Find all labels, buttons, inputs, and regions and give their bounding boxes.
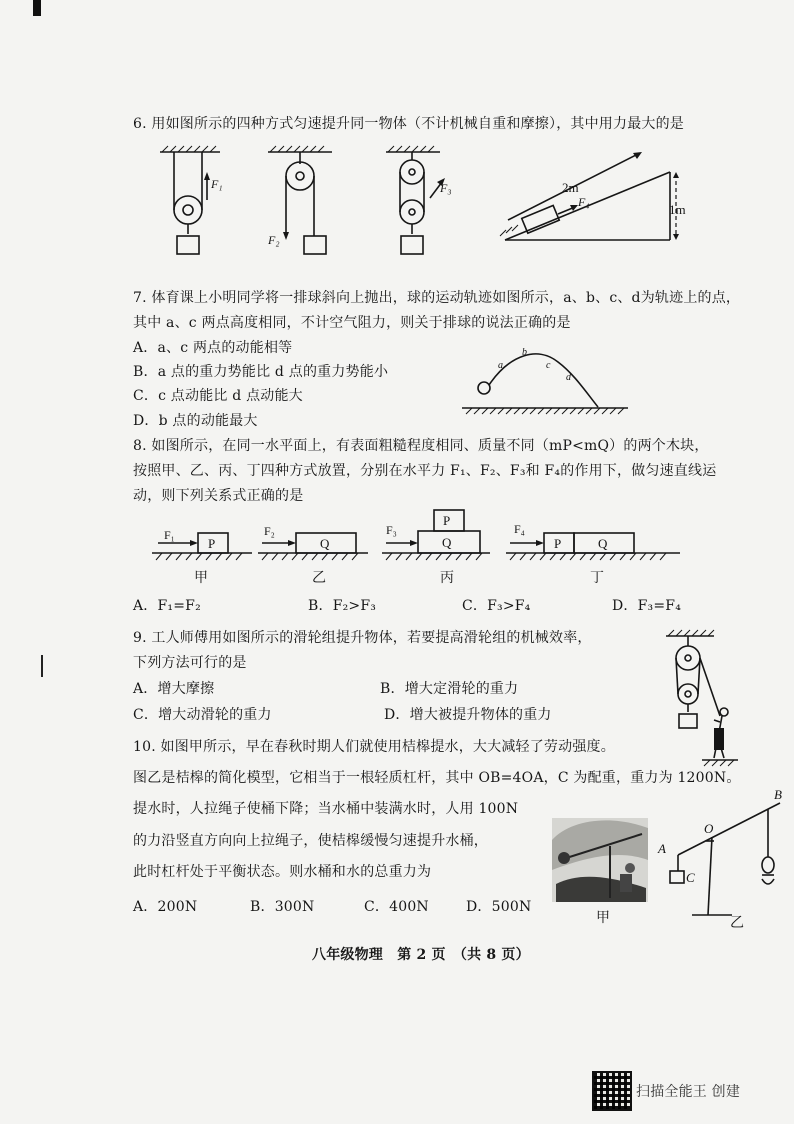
q10-line5: 此时杠杆处于平衡状态。则水桶和水的总重力为 (133, 864, 432, 880)
svg-text:F₃: F₃ (440, 181, 452, 195)
svg-text:B: B (774, 787, 782, 802)
q9-option-c: C．增大动滑轮的重力 (133, 707, 272, 723)
q9-stem-line1: 9. 工人师傅用如图所示的滑轮组提升物体，若要提高滑轮组的机械效率， (133, 630, 592, 646)
q8-case-bing (382, 510, 490, 586)
q8-option-c: C．F₃>F₄ (462, 598, 531, 614)
svg-text:丁: 丁 (590, 571, 604, 586)
q10-option-b: B．300N (250, 899, 315, 915)
q10-yi-lever-figure (652, 785, 792, 930)
svg-text:P: P (208, 536, 216, 551)
svg-text:甲: 甲 (596, 911, 610, 926)
svg-text:a: a (498, 360, 503, 371)
svg-text:C: C (686, 870, 695, 885)
q6-fixed-pulley (267, 146, 332, 254)
svg-text:F₄: F₄ (514, 522, 525, 536)
svg-text:乙: 乙 (730, 916, 744, 931)
q9-stem-line2: 下列方法可行的是 (133, 655, 247, 671)
q6-incline (500, 152, 686, 240)
scan-edge-mark (33, 0, 41, 16)
q7-option-b: B．a 点的重力势能比 d 点的重力势能小 (133, 364, 389, 380)
watermark-text: 扫描全能王 创建 (636, 1084, 741, 1100)
svg-text:P: P (554, 536, 562, 551)
q8-case-ding (506, 522, 680, 586)
svg-text:丙: 丙 (440, 571, 454, 586)
svg-text:F₂: F₂ (264, 524, 275, 538)
svg-text:甲: 甲 (194, 571, 208, 586)
svg-text:P: P (443, 513, 451, 528)
svg-text:F₁: F₁ (211, 177, 223, 191)
q8-option-d: D．F₃=F₄ (612, 598, 682, 614)
svg-text:乙: 乙 (312, 571, 326, 586)
q8-blocks-figure (150, 505, 690, 590)
q6-pulley-block (386, 146, 452, 254)
svg-text:F₄: F₄ (578, 195, 590, 209)
svg-text:O: O (704, 821, 714, 836)
q7-trajectory-figure (460, 340, 630, 420)
q10-line4: 的力沿竖直方向向上拉绳子，使桔槔缓慢匀速提升水桶， (133, 833, 488, 849)
q8-stem-line2: 按照甲、乙、丙、丁四种方式放置，分别在水平力 F₁、F₂、F₃和 F₄的作用下，做匀速直线运 (133, 463, 717, 479)
q9-option-b: B．增大定滑轮的重力 (380, 681, 519, 697)
q9-option-a: A．增大摩擦 (133, 681, 215, 697)
q10-jia-photo (550, 810, 650, 925)
q7-option-c: C．c 点动能比 d 点动能大 (133, 388, 303, 404)
svg-text:d: d (566, 372, 571, 383)
svg-text:b: b (522, 347, 527, 358)
q10-option-a: A．200N (133, 899, 198, 915)
q7-option-a: A．a、c 两点的动能相等 (133, 340, 293, 356)
svg-text:1m: 1m (669, 202, 686, 217)
q6-figure (150, 140, 710, 260)
svg-text:Q: Q (598, 536, 608, 551)
q8-stem-line1: 8. 如图所示，在同一水平面上，有表面粗糙程度相同、质量不同（mP<mQ）的两个木块， (133, 438, 709, 454)
q7-option-d: D．b 点的动能最大 (133, 413, 258, 429)
svg-text:2m: 2m (562, 180, 579, 195)
qr-code-icon (594, 1073, 630, 1109)
q10-option-d: D．500N (466, 899, 532, 915)
q8-case-yi (258, 524, 368, 586)
svg-text:Q: Q (320, 536, 330, 551)
svg-text:F₂: F₂ (268, 233, 280, 247)
q8-option-a: A．F₁=F₂ (133, 598, 201, 614)
svg-text:Q: Q (442, 535, 452, 550)
q9-pulley-worker-figure (662, 628, 742, 768)
q10-line2: 图乙是桔槔的简化模型，它相当于一根轻质杠杆，其中 OB=4OA，C 为配重，重力为 1200N。 (133, 770, 741, 786)
svg-text:A: A (658, 841, 666, 856)
q8-stem-line3: 动，则下列关系式正确的是 (133, 488, 304, 504)
q10-line1: 10. 如图甲所示，早在春秋时期人们就使用桔槔提水，大大减轻了劳动强度。 (133, 739, 615, 755)
q7-stem-line2: 其中 a、c 两点高度相同，不计空气阻力，则关于排球的说法正确的是 (133, 315, 571, 331)
q10-line3: 提水时，人拉绳子使桶下降；当水桶中装满水时，人用 100N (133, 801, 519, 817)
svg-text:c: c (546, 360, 551, 371)
q8-option-b: B．F₂>F₃ (308, 598, 377, 614)
q8-case-jia (152, 528, 252, 586)
q6-movable-pulley (160, 146, 223, 254)
scan-margin-mark (41, 655, 43, 677)
q6-stem: 6. 用如图所示的四种方式匀速提升同一物体（不计机械自重和摩擦），其中用力最大的是 (133, 116, 685, 132)
q10-option-c: C．400N (364, 899, 429, 915)
page-footer: 八年级物理 第 2 页 （共 8 页） (312, 947, 530, 963)
svg-text:F₁: F₁ (164, 528, 175, 542)
q9-option-d: D．增大被提升物体的重力 (384, 707, 552, 723)
svg-text:F₃: F₃ (386, 523, 397, 537)
q7-stem-line1: 7. 体育课上小明同学将一排球斜向上抛出，球的运动轨迹如图所示，a、b、c、d为轨迹上的点， (133, 290, 741, 306)
